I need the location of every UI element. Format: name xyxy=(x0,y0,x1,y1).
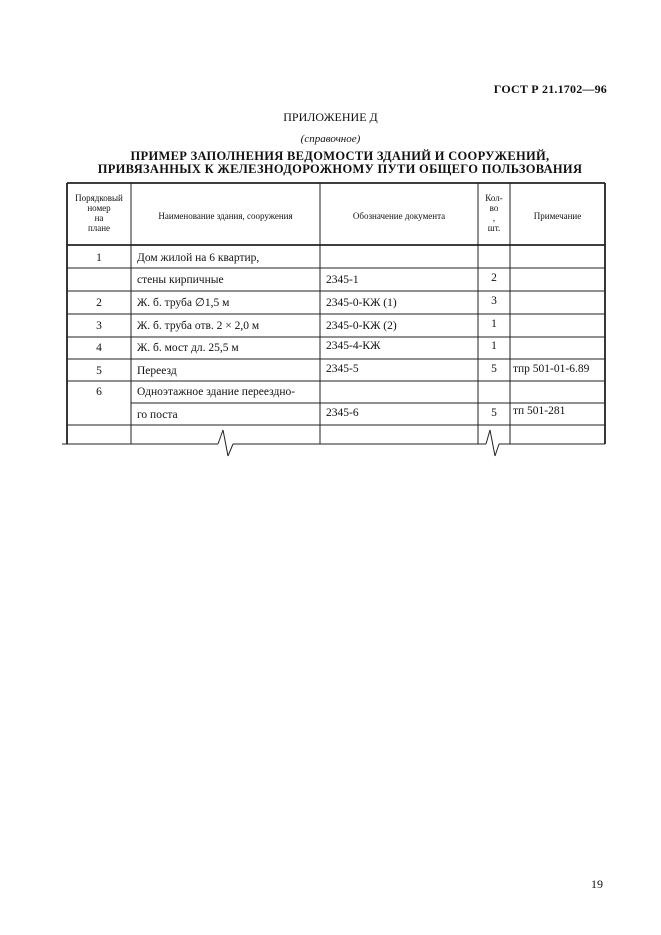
cell-number: 2 xyxy=(96,297,102,309)
cell-name: стены кирпичные xyxy=(137,274,224,286)
cell-quantity: 2 xyxy=(491,272,497,284)
cell-number: 4 xyxy=(96,342,102,354)
cell-quantity: 3 xyxy=(491,295,497,307)
cell-designation: 2345-0-КЖ (1) xyxy=(326,297,397,309)
cell-name: Ж. б. труба отв. 2 × 2,0 м xyxy=(137,320,260,332)
cell-designation: 2345-4-КЖ xyxy=(326,340,381,352)
cell-designation: 2345-5 xyxy=(326,363,359,375)
document-code: ГОСТ Р 21.1702—96 xyxy=(493,82,607,96)
column-header-quantity-line: шт. xyxy=(487,223,501,233)
column-header-quantity-line: , xyxy=(492,213,496,223)
cell-name: Дом жилой на 6 квартир, xyxy=(137,252,260,264)
cell-note: тпр 501-01-6.89 xyxy=(513,363,590,375)
column-header-quantity-line: Кол- xyxy=(485,193,503,203)
cell-number: 3 xyxy=(96,320,102,332)
cell-quantity: 5 xyxy=(491,407,497,419)
cell-number: 5 xyxy=(96,365,102,377)
cell-name: Ж. б. труба ∅1,5 м xyxy=(137,297,230,309)
cell-name: го поста xyxy=(137,409,178,421)
cell-name: Ж. б. мост дл. 25,5 м xyxy=(137,342,239,354)
cell-quantity: 1 xyxy=(491,318,497,330)
cell-designation: 2345-6 xyxy=(326,407,359,419)
column-header-number-line: Порядковый xyxy=(75,193,123,203)
column-header-number-line: плане xyxy=(87,223,111,233)
title-line-2: ПРИВЯЗАННЫХ К ЖЕЛЕЗНОДОРОЖНОМУ ПУТИ ОБЩЕГО ПОЛЬЗОВАНИЯ xyxy=(97,162,583,176)
column-header-note: Примечание xyxy=(533,211,582,221)
cell-quantity: 1 xyxy=(491,340,497,352)
column-header-number xyxy=(67,193,131,233)
column-header-number-line: на xyxy=(94,213,104,223)
column-header-quantity xyxy=(478,193,510,233)
cell-note: тп 501-281 xyxy=(513,405,566,417)
column-header-quantity-line: во xyxy=(489,203,499,213)
column-header-designation: Обозначение документа xyxy=(352,211,446,221)
appendix-status: (справочное) xyxy=(300,133,361,145)
cell-number: 6 xyxy=(96,386,102,398)
cell-name: Переезд xyxy=(137,365,177,377)
appendix-title: ПРИЛОЖЕНИЕ Д xyxy=(283,110,378,124)
cell-name: Одноэтажное здание переездно- xyxy=(137,386,296,398)
column-header-name: Наименование здания, сооружения xyxy=(158,211,293,221)
column-header-number-line: номер xyxy=(87,203,111,213)
cell-number: 1 xyxy=(96,252,102,264)
title-line-1: ПРИМЕР ЗАПОЛНЕНИЯ ВЕДОМОСТИ ЗДАНИЙ И СООРУЖЕНИЙ, xyxy=(130,149,550,163)
cell-designation: 2345-0-КЖ (2) xyxy=(326,320,397,332)
cell-quantity: 5 xyxy=(491,363,497,375)
cell-designation: 2345-1 xyxy=(326,274,359,286)
page-number: 19 xyxy=(591,877,603,891)
